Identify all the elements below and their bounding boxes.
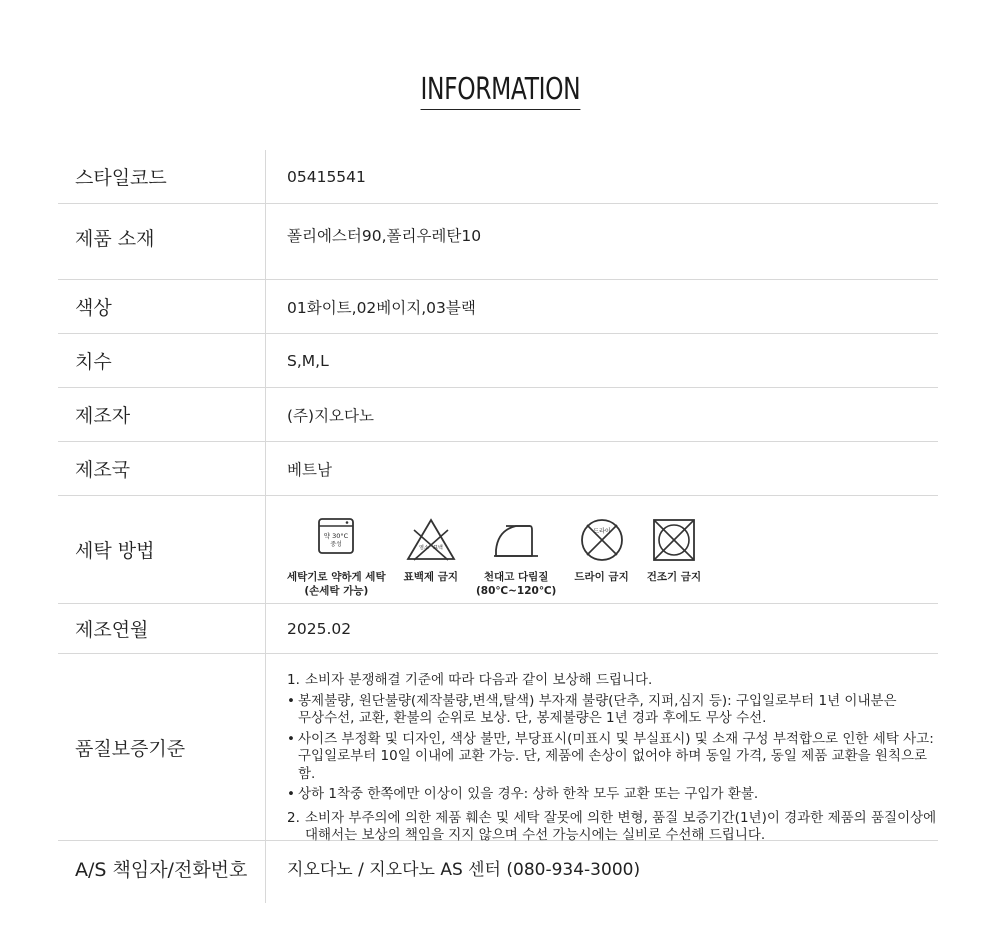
quality-item-2-num: 2.	[287, 809, 300, 826]
country-label: 제조국	[58, 442, 266, 495]
row-country	[58, 442, 938, 496]
style-code-value: 05415541	[287, 167, 366, 186]
iron-low-icon	[492, 516, 540, 564]
quality-bullet-2-line2: 구입일로부터 10일 이내에 교환 가능. 단, 제품에 손상이 없어야 하며 동일 가격, 동일 제품 교환을 원칙으로 함.	[298, 748, 928, 782]
bleach-caption	[404, 570, 458, 584]
quality-item-2-line2: 대해서는 보상의 책임을 지지 않으며 수선 가능시에는 실비로 수선해 드립니다.	[305, 827, 766, 843]
page-title: INFORMATION	[420, 72, 580, 110]
wash-caption-line2: (손세탁 가능)	[304, 585, 369, 597]
row-material	[58, 204, 938, 280]
tumble-caption-line1: 건조기 금지	[646, 571, 702, 583]
row-date	[58, 604, 938, 654]
care-value	[266, 496, 938, 603]
country-value: 베트남	[287, 460, 332, 479]
dryclean-symbol-text: 드라이	[592, 528, 611, 535]
row-color	[58, 280, 938, 334]
style-code-label: 스타일코드	[58, 150, 266, 203]
quality-text	[287, 654, 938, 845]
row-style-code	[58, 150, 938, 204]
quality-item-1	[287, 672, 938, 690]
no-dry-clean-icon	[578, 516, 626, 564]
wash-symbol-text-1: 약 30°C	[324, 532, 349, 540]
quality-bullet-1-line1: 봉제불량, 원단불량(제작불량,변색,탈색) 부자재 불량(단추, 지퍼,심지 등): 구입일로부터 1년 이내분은	[298, 692, 897, 709]
maker-value: (주)지오다노	[287, 406, 374, 425]
quality-value	[266, 654, 938, 843]
no-bleach-icon	[405, 516, 457, 564]
dryclean-caption	[574, 570, 628, 584]
iron-caption-line1: 천대고 다림질	[483, 571, 549, 583]
material-value: 폴리에스터90,폴리우레탄10	[287, 227, 482, 245]
care-item-tumble	[647, 516, 701, 584]
quality-item-2	[287, 810, 938, 845]
tumble-caption	[647, 570, 701, 584]
quality-bullet-3-line1: 상하 1착중 한쪽에만 이상이 있을 경우: 상하 한착 모두 교환 또는 구입가 환불.	[298, 786, 759, 802]
as-value: 지오다노 / 지오다노 AS 센터 (080-934-3000)	[287, 860, 641, 880]
quality-label: 품질보증기준	[58, 654, 266, 840]
size-label: 치수	[58, 334, 266, 387]
wash-caption-line1: 세탁기로 약하게 세탁	[287, 571, 386, 583]
care-label: 세탁 방법	[58, 496, 266, 603]
material-label: 제품 소재	[58, 204, 266, 279]
care-item-wash	[287, 516, 386, 598]
color-value: 01화이트,02베이지,03블랙	[287, 298, 476, 317]
iron-caption	[476, 570, 556, 598]
quality-bullet-1: • 봉제불량, 원단불량(제작불량,변색,탈색) 부자재 불량(단추, 지퍼,심지 등): 구입일로부터 1년 이내분은 무상수선, 교환, 환불의 순위로 보상. 단, 봉제불량은 1년 경과 후에도 무상 수선.	[287, 693, 938, 728]
bleach-caption-line1: 표백제 금지	[403, 571, 458, 583]
care-icons	[287, 496, 719, 603]
date-label: 제조연월	[58, 604, 266, 653]
quality-bullet-2-line1: 사이즈 부정확 및 디자인, 색상 불만, 부당표시(미표시 및 부실표시) 및 소재 구성 부적합으로 인한 세탁 사고:	[298, 730, 934, 747]
date-value: 2025.02	[287, 619, 352, 638]
quality-item-1-text: 소비자 분쟁해결 기준에 따라 다음과 같이 보상해 드립니다.	[305, 672, 653, 688]
row-care	[58, 496, 938, 604]
wash-symbol-text-2: 중성	[330, 541, 343, 548]
color-label: 색상	[58, 280, 266, 333]
info-table	[58, 150, 938, 903]
bleach-symbol-text-2: 표백	[432, 545, 443, 551]
quality-bullet-3: • 상하 1착중 한쪽에만 이상이 있을 경우: 상하 한착 모두 교환 또는 구입가 환불.	[287, 786, 759, 802]
title-wrap	[0, 72, 1000, 110]
quality-bullet-2: • 사이즈 부정확 및 디자인, 색상 불만, 부당표시(미표시 및 부실표시) 및 소재 구성 부적합으로 인한 세탁 사고: 구입일로부터 10일 이내에 교환 가능. 단, 제품에 손상이 없어야 하며 동일 가격, 동일 제품 교환을 원칙으로 함.	[287, 731, 938, 784]
iron-caption-line2: (80℃~120℃)	[475, 585, 557, 597]
care-item-bleach	[404, 516, 458, 584]
care-item-dryclean	[574, 516, 628, 584]
size-value: S,M,L	[287, 351, 329, 370]
wash-caption	[287, 570, 386, 598]
row-as	[58, 841, 938, 903]
quality-bullet-1-line2: 무상수선, 교환, 환불의 순위로 보상. 단, 봉제불량은 1년 경과 후에도 무상 수선.	[298, 710, 767, 726]
row-quality	[58, 654, 938, 841]
maker-label: 제조자	[58, 388, 266, 441]
wash-30-gentle-icon	[316, 516, 356, 564]
care-item-iron	[476, 516, 556, 598]
quality-item-1-num: 1.	[287, 672, 300, 688]
row-size	[58, 334, 938, 388]
dryclean-caption-line1: 드라이 금지	[574, 571, 629, 583]
quality-item-2-line1: 소비자 부주의에 의한 제품 훼손 및 세탁 잘못에 의한 변형, 품질 보증기간(1년)이 경과한 제품의 품질이상에	[305, 809, 937, 826]
bleach-symbol-text-1: 염소	[418, 545, 429, 551]
row-maker	[58, 388, 938, 442]
as-label: A/S 책임자/전화번호	[58, 841, 266, 903]
no-tumble-dry-icon	[650, 516, 698, 564]
